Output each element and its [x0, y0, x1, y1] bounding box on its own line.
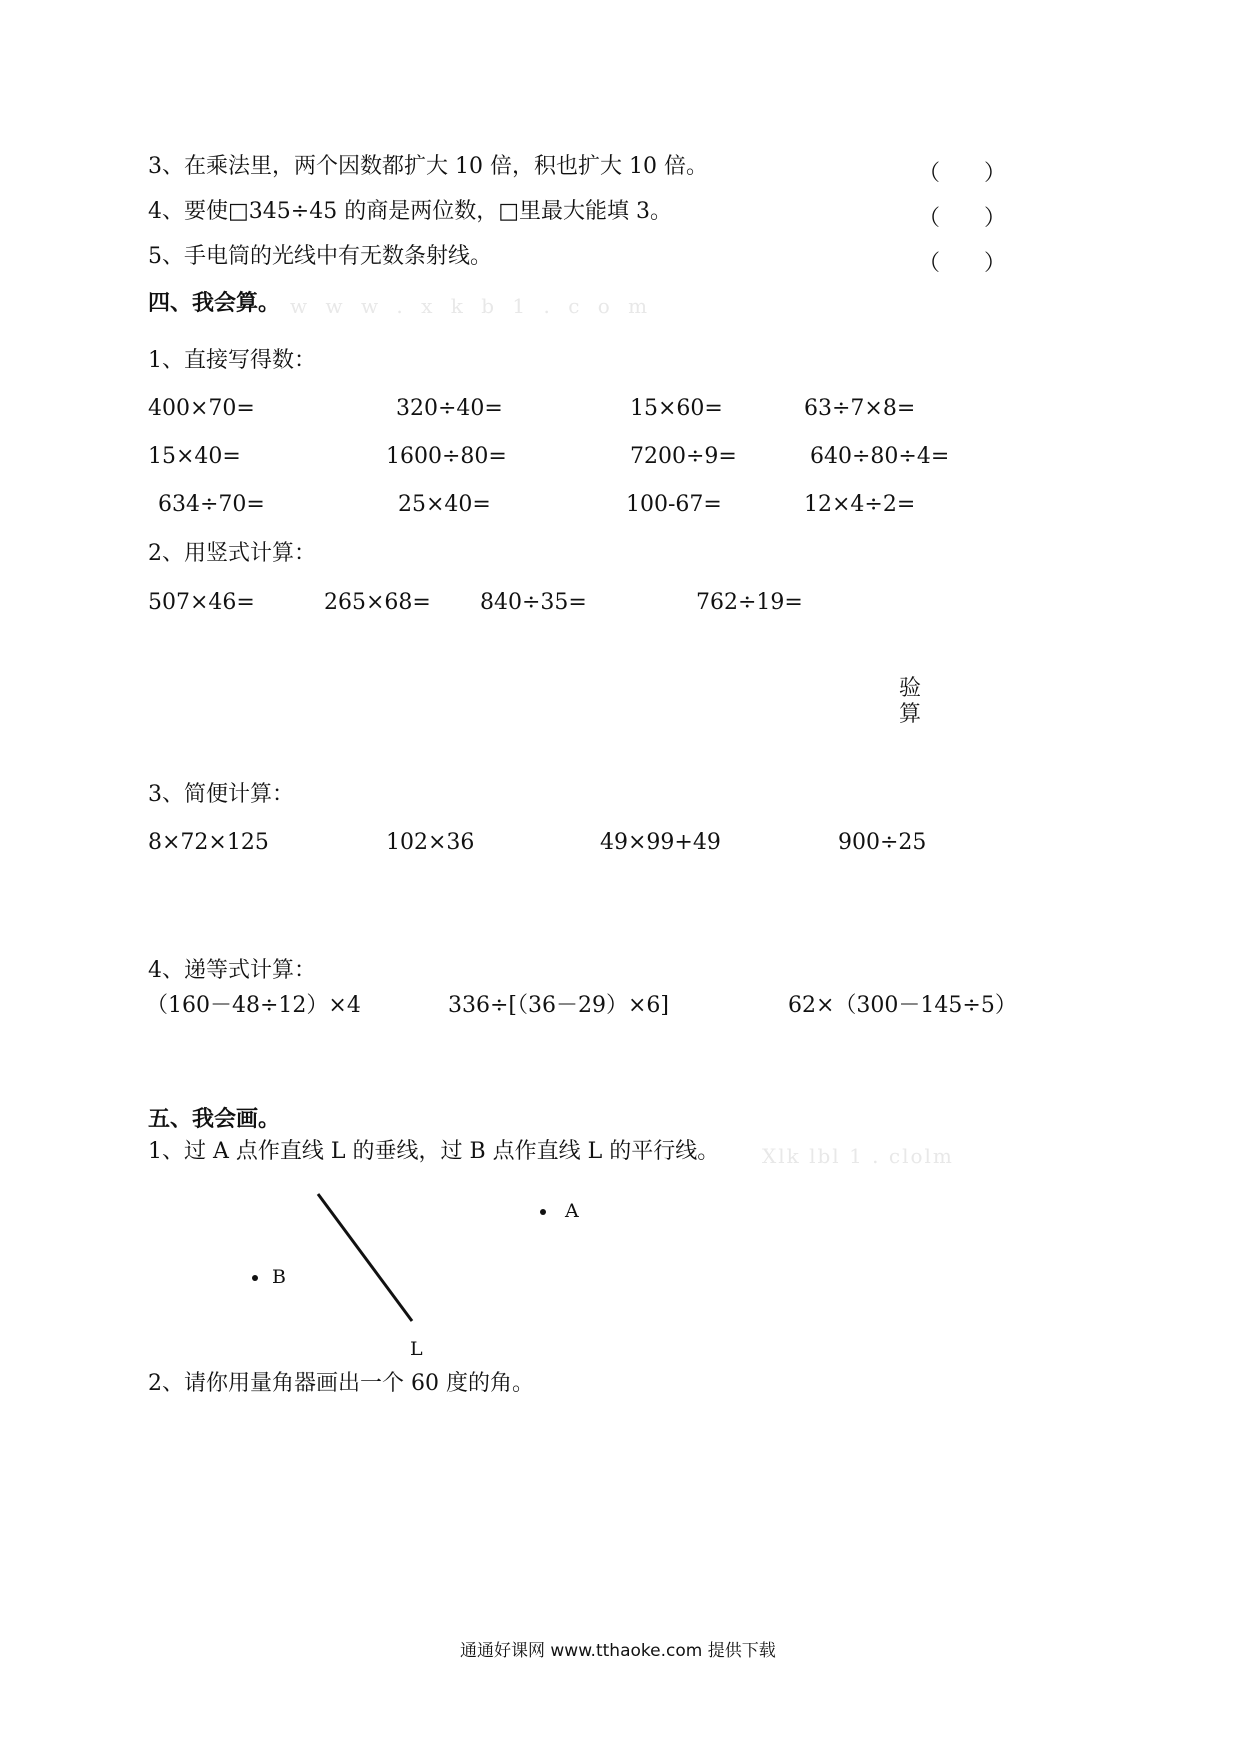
oral-calc-item: 12×4÷2=	[804, 492, 916, 517]
watermark-text: w w w . x k b 1 . c o m	[290, 294, 654, 318]
oral-calc-item: 7200÷9=	[630, 444, 737, 469]
oral-calc-item: 63÷7×8=	[804, 396, 916, 421]
step-calc-item: 62×（300－145÷5）	[788, 993, 1017, 1018]
oral-calc-item: 100-67=	[626, 492, 722, 517]
footer-credit: 通通好课网 www.tthaoke.com 提供下载	[460, 1641, 776, 1661]
simple-calc-item: 102×36	[386, 830, 475, 855]
point-a-dot	[540, 1209, 546, 1215]
vertical-calc-item: 762÷19=	[696, 590, 803, 615]
oral-calc-item: 400×70=	[148, 396, 255, 421]
q2-title: 2、用竖式计算：	[148, 541, 316, 566]
oral-calc-item: 25×40=	[398, 492, 491, 517]
line-l-label: L	[410, 1338, 423, 1360]
oral-calc-item: 320÷40=	[396, 396, 503, 421]
step-calc-item: （160－48÷12）×4	[146, 993, 361, 1018]
vertical-calc-item: 507×46=	[148, 590, 255, 615]
draw-q2-title: 2、请你用量角器画出一个 60 度的角。	[148, 1371, 534, 1396]
point-a-label: A	[565, 1200, 579, 1222]
q3-title: 3、简便计算：	[148, 782, 294, 807]
q4-title: 4、递等式计算：	[148, 958, 316, 983]
judgement-item-4: 4、要使□345÷45 的商是两位数，□里最大能填 3。	[148, 199, 672, 224]
vertical-calc-item: 840÷35=	[480, 590, 587, 615]
line-l	[318, 1194, 412, 1321]
simple-calc-item: 900÷25	[838, 830, 927, 855]
answer-blank-5[interactable]: （ ）	[918, 251, 1007, 276]
oral-calc-item: 1600÷80=	[386, 444, 507, 469]
vertical-calc-item: 265×68=	[324, 590, 431, 615]
section-5-heading: 五、我会画。	[148, 1106, 281, 1132]
answer-blank-3[interactable]: （ ）	[918, 161, 1007, 186]
check-label: 验 算	[898, 676, 921, 727]
simple-calc-item: 8×72×125	[148, 830, 269, 855]
draw-q1-title: 1、过 A 点作直线 L 的垂线，过 B 点作直线 L 的平行线。	[148, 1139, 720, 1164]
oral-calc-item: 634÷70=	[158, 492, 265, 517]
oral-calc-item: 15×40=	[148, 444, 241, 469]
oral-calc-item: 15×60=	[630, 396, 723, 421]
section-4-heading: 四、我会算。	[148, 290, 281, 316]
q1-title: 1、直接写得数：	[148, 348, 316, 373]
judgement-item-3: 3、在乘法里，两个因数都扩大 10 倍，积也扩大 10 倍。	[148, 154, 708, 179]
point-b-label: B	[272, 1266, 286, 1288]
answer-blank-4[interactable]: （ ）	[918, 206, 1007, 231]
judgement-item-5: 5、手电筒的光线中有无数条射线。	[148, 244, 492, 269]
watermark-text: Xlk lbl 1 . clolm	[762, 1144, 954, 1168]
point-b-dot	[252, 1275, 258, 1281]
simple-calc-item: 49×99+49	[600, 830, 721, 855]
step-calc-item: 336÷[（36－29）×6]	[448, 993, 670, 1018]
oral-calc-item: 640÷80÷4=	[810, 444, 950, 469]
